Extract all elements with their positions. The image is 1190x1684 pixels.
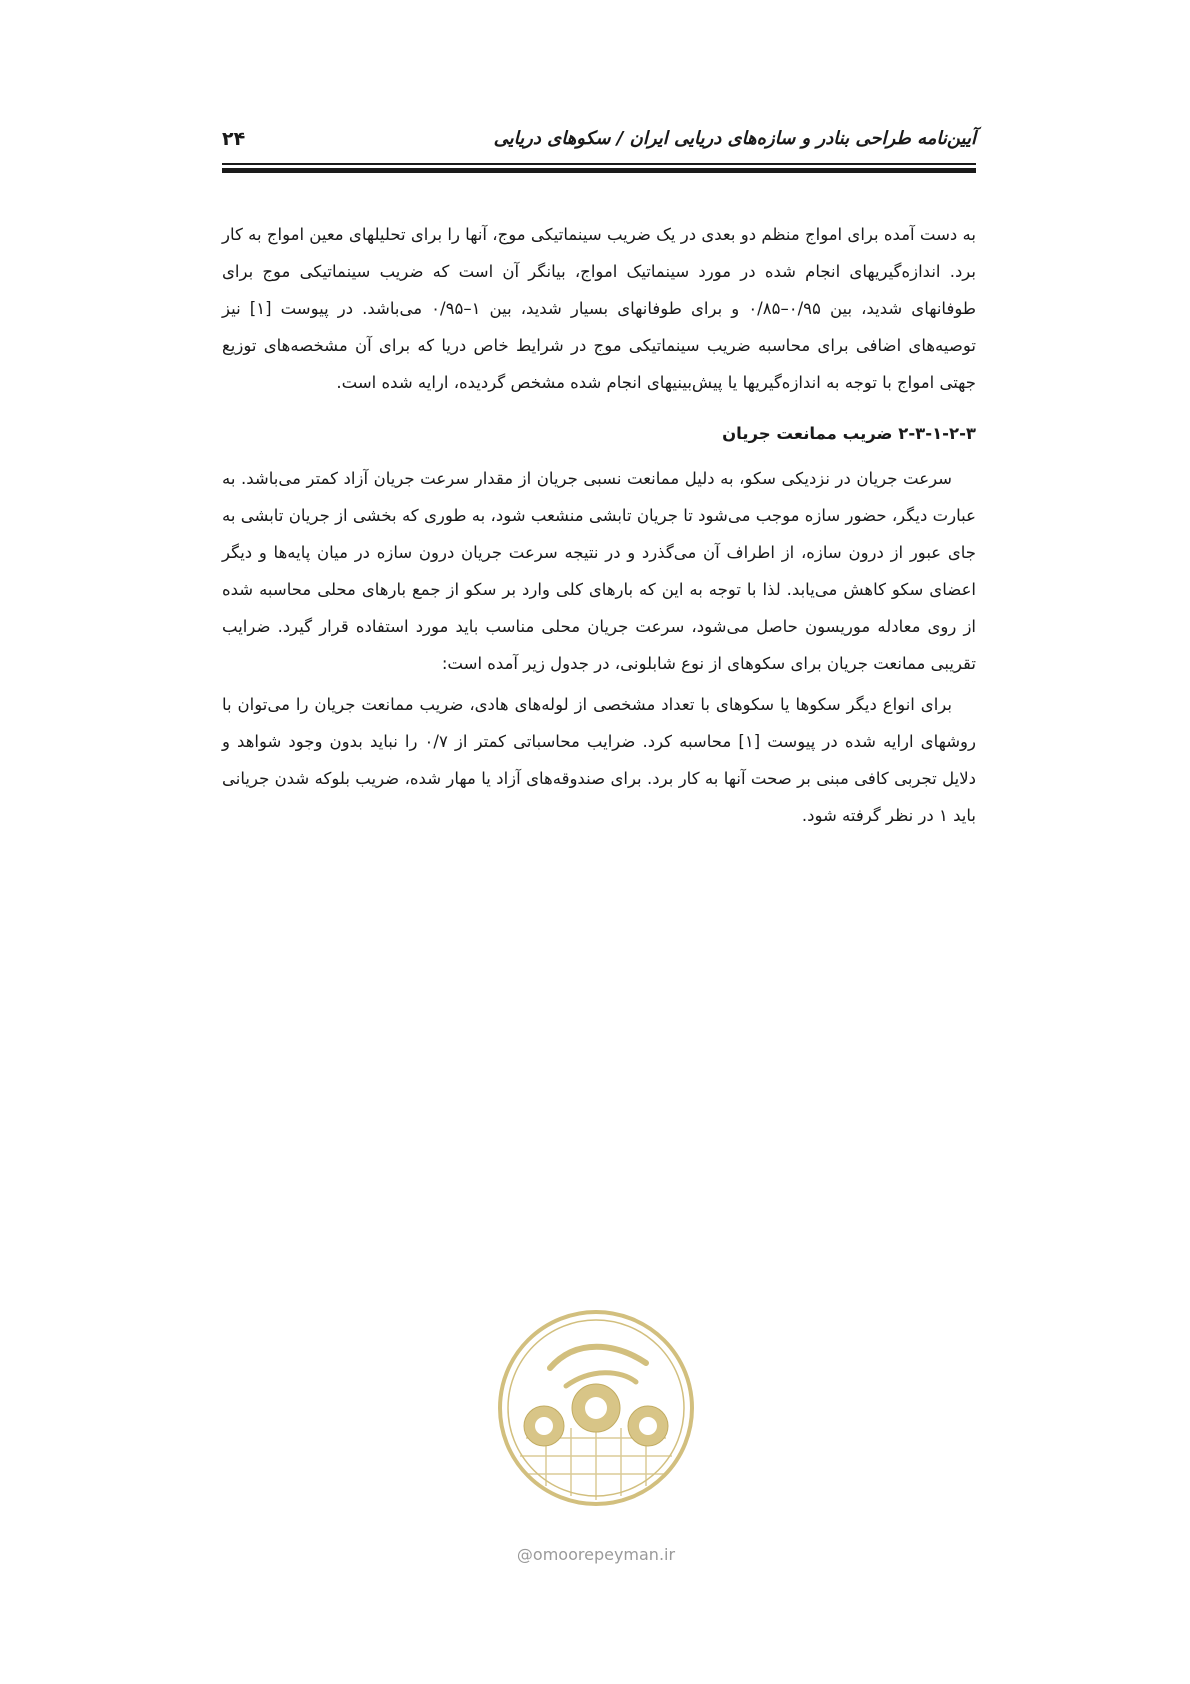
page-header: [222, 128, 976, 168]
watermark-url: @omoorepeyman.ir: [516, 1545, 676, 1564]
header-rule-thick: [222, 168, 976, 173]
paragraph-1: به دست آمده برای امواج منظم دو بعدی در یک ضریب سینماتیکی موج، آنها را برای تحلیلهای معین امواج به کار برد. اندازه‌گیریهای انجام شده در مورد سینماتیک امواج، بیانگر آن است که ضریب سینماتیکی موج برای طوفانهای شدید، بین ۰/۹۵–۰/۸۵ و برای طوفانهای بسیار شدید، بین ۱–۰/۹۵ می‌باشد. در پیوست [۱] نیز توصیه‌های اضافی برای محاسبه ضریب سینماتیکی موج در شرایط خاص دریا که برای آن مشخصه‌های توزیع جهتی امواج با توجه به اندازه‌گیریها یا پیش‌بینیهای انجام شده مشخص گردیده، ارایه شده است.: [222, 225, 976, 392]
paragraph-2: سرعت جریان در نزدیکی سکو، به دلیل ممانعت نسبی جریان از مقدار سرعت جریان آزاد کمتر می‌باشد. به عبارت دیگر، حضور سازه موجب می‌شود تا جریان تابشی منشعب شود، به طوری که بخشی از جریان تابشی به جای عبور از درون سازه، از اطراف آن می‌گذرد و در نتیجه سرعت جریان درون سازه در میان پایه‌ها و دیگر اعضای سکو کاهش می‌یابد. لذا با توجه به این که بارهای کلی وارد بر سکو از جمع بارهای محلی محاسبه شده از روی معادله موریسون حاصل می‌شود، سرعت جریان محلی مناسب باید مورد استفاده قرار گیرد. ضرایب تقریبی ممانعت جریان برای سکوهای از نوع شابلونی، در جدول زیر آمده است:: [222, 469, 976, 673]
watermark-logo: [496, 1308, 696, 1508]
running-title: آیین‌نامه طراحی بنادر و سازه‌های دریایی ایران / سکوهای دریایی: [493, 128, 976, 149]
page-number: ۲۴: [222, 128, 246, 150]
header-rule-thin: [222, 163, 976, 165]
paragraph-3: برای انواع دیگر سکوها یا سکوهای با تعداد مشخصی از لوله‌های هادی، ضریب ممانعت جریان را می‌توان با روشهای ارایه شده در پیوست [۱] محاسبه کرد. ضرایب محاسباتی کمتر از ۰/۷ را نباید بدون وجود شواهد و دلایل تجربی کافی مبنی بر صحت آنها به کار برد. برای صندوقه‌های آزاد یا مهار شده، ضریب بلوکه شدن جریانی باید ۱ در نظر گرفته شود.: [222, 695, 976, 825]
body-text: [222, 216, 976, 834]
section-heading: ۲-۳-۱-۲-۳ ضریب ممانعت جریان: [722, 424, 976, 443]
